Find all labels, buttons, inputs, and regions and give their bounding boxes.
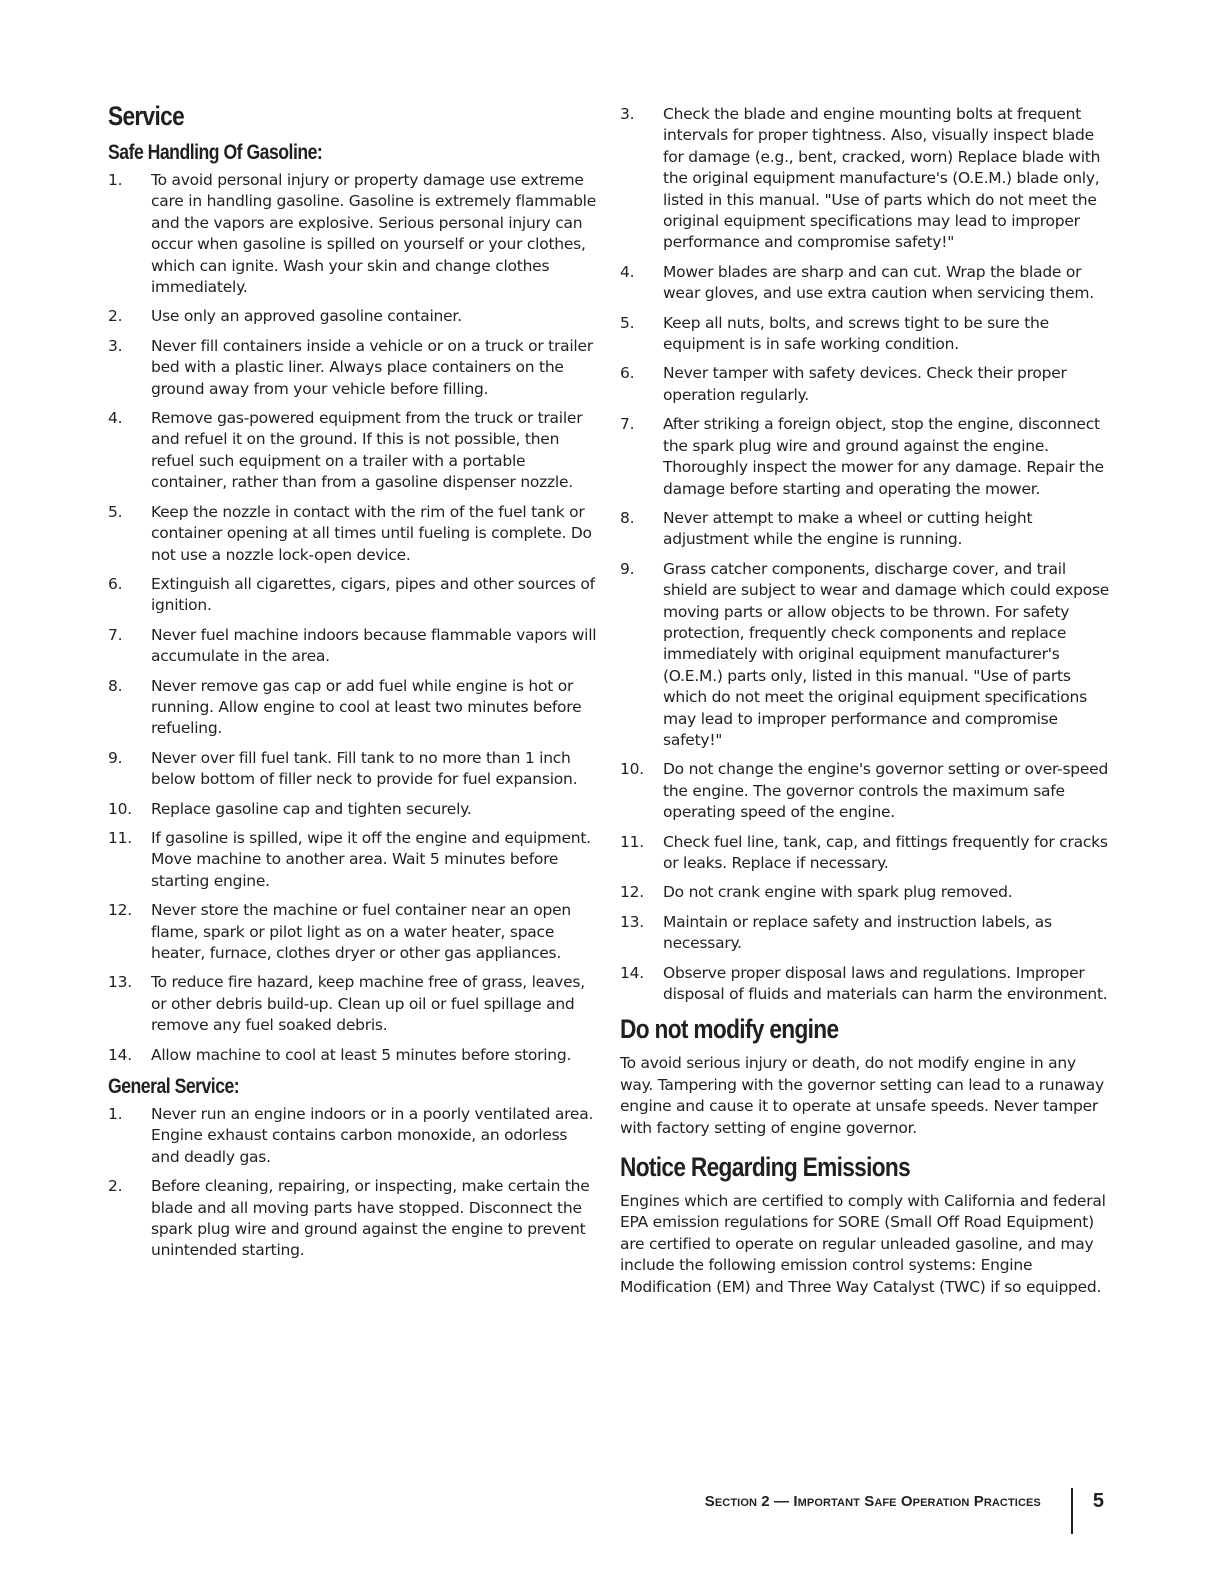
item-text: Mower blades are sharp and can cut. Wrap the blade or wear gloves, and use extra caution when servicing them. xyxy=(663,262,1094,303)
item-number: 10. xyxy=(108,799,132,818)
emissions-heading: Notice Regarding Emissions xyxy=(620,1152,911,1183)
list-item xyxy=(620,912,1112,955)
list-item xyxy=(108,502,598,566)
item-text: To reduce fire hazard, keep machine free of grass, leaves, or other debris build-up. Clean up oil or fuel spillage and remove any fuel soaked debris. xyxy=(151,973,585,1035)
list-item xyxy=(108,625,598,668)
item-number: 7. xyxy=(108,625,123,644)
item-text: Never over fill fuel tank. Fill tank to no more than 1 inch below bottom of filler neck to provide for fuel expansion. xyxy=(151,748,578,789)
list-item xyxy=(108,306,598,327)
item-text: Use only an approved gasoline container. xyxy=(151,307,462,326)
item-text: Extinguish all cigarettes, cigars, pipes and other sources of ignition. xyxy=(151,574,595,615)
list-item xyxy=(108,574,598,617)
item-text: Never run an engine indoors or in a poorly ventilated area. Engine exhaust contains carbon monoxide, an odorless and deadly gas. xyxy=(151,1105,594,1166)
gasoline-list xyxy=(108,170,598,1066)
item-number: 6. xyxy=(620,364,635,383)
item-text: Keep the nozzle in contact with the rim of the fuel tank or container opening at all times until fueling is complete. Do not use a nozzle lock-open device. xyxy=(151,502,592,564)
item-text: If gasoline is spilled, wipe it off the engine and equipment. Move machine to another area. Wait 5 minutes before starting engine. xyxy=(151,828,591,890)
item-number: 9. xyxy=(108,748,123,767)
item-text: Never store the machine or fuel container near an open flame, spark or pilot light as on a water heater, space heater, furnace, clothes dryer or other gas appliances. xyxy=(151,901,571,962)
list-item xyxy=(108,170,598,298)
list-item xyxy=(108,799,598,820)
item-number: 4. xyxy=(108,409,123,428)
item-text: Keep all nuts, bolts, and screws tight to be sure the equipment is in safe working condition. xyxy=(663,313,1049,354)
item-text: To avoid personal injury or property damage use extreme care in handling gasoline. Gasoline is extremely flammable and the vapors are explosive. Serious personal injury can occur when gasoline is spilled on yourself or your clothes, which can ignite. Wash your skin and change clothes immediately. xyxy=(151,171,597,297)
list-item xyxy=(620,313,1112,356)
service-heading: Service xyxy=(108,101,185,131)
item-text: Remove gas-powered equipment from the truck or trailer and refuel it on the ground. If this is not possible, then refuel such equipment on a trailer with a portable container, rather than from a gasoline dispenser nozzle. xyxy=(151,409,583,492)
item-text: Do not crank engine with spark plug removed. xyxy=(663,883,1013,902)
item-text: Grass catcher components, discharge cover, and trail shield are subject to wear and damage which could expose moving parts or allow objects to be thrown. For safety protection, frequently check components and replace immediately with original equipment manufacturer's (O.E.M.) parts only, listed in this manual. "Use of parts which do not meet the original equipment specifications may lead to improper performance and compromise safety!" xyxy=(663,559,1110,749)
item-number: 12. xyxy=(108,901,132,920)
list-item xyxy=(620,559,1112,752)
list-item xyxy=(620,262,1112,305)
item-number: 10. xyxy=(620,760,644,779)
list-item xyxy=(620,963,1112,1006)
right-column xyxy=(620,104,1112,1310)
general-service-subheading: General Service: xyxy=(108,1075,240,1099)
list-item xyxy=(108,408,598,494)
list-item xyxy=(108,828,598,892)
item-text: Never fuel machine indoors because flammable vapors will accumulate in the area. xyxy=(151,625,597,666)
list-item xyxy=(620,508,1112,551)
item-number: 8. xyxy=(620,508,635,527)
item-text: Replace gasoline cap and tighten securely. xyxy=(151,799,472,818)
list-item xyxy=(620,759,1112,823)
item-text: Check fuel line, tank, cap, and fittings frequently for cracks or leaks. Replace if necessary. xyxy=(663,832,1108,872)
modify-engine-text: To avoid serious injury or death, do not modify engine in any way. Tampering with the governor setting can lead to a runaway engine and cause it to operate at unsafe speeds. Never tamper with factory setting of engine governor. xyxy=(620,1054,1104,1137)
item-number: 13. xyxy=(620,912,644,931)
item-number: 5. xyxy=(620,313,635,332)
item-number: 2. xyxy=(108,307,123,326)
left-column xyxy=(108,100,598,1270)
item-number: 3. xyxy=(620,105,635,123)
list-item xyxy=(620,104,1112,254)
list-item xyxy=(108,1104,598,1168)
item-number: 12. xyxy=(620,883,644,902)
general-service-list-part1 xyxy=(108,1104,598,1262)
item-text: Never remove gas cap or add fuel while engine is hot or running. Allow engine to cool at least two minutes before refueling. xyxy=(151,676,582,738)
list-item xyxy=(620,832,1112,875)
item-number: 2. xyxy=(108,1177,123,1196)
item-text: Never attempt to make a wheel or cutting height adjustment while the engine is running. xyxy=(663,508,1033,549)
item-number: 13. xyxy=(108,973,132,992)
page-number: 5 xyxy=(1092,1489,1104,1512)
item-number: 14. xyxy=(620,963,644,982)
item-text: After striking a foreign object, stop the engine, disconnect the spark plug wire and ground against the engine. Thoroughly inspect the mower for any damage. Repair the damage before starting and operating the mower. xyxy=(663,415,1104,498)
item-text: Observe proper disposal laws and regulations. Improper disposal of fluids and materials can harm the environment. xyxy=(663,963,1108,1004)
gasoline-subheading: Safe Handling Of Gasoline: xyxy=(108,141,323,164)
list-item xyxy=(108,972,598,1036)
item-number: 1. xyxy=(108,171,123,189)
item-number: 7. xyxy=(620,415,635,434)
item-number: 4. xyxy=(620,262,635,281)
item-text: Check the blade and engine mounting bolts at frequent intervals for proper tightness. Also, visually inspect blade for damage (e.g., bent, cracked, worn) Replace blade with the original equipment manufacture's (O.E.M.) blade only, listed in this manual. "Use of parts which do not meet the original equipment specifications may lead to improper performance and compromise safety!" xyxy=(663,105,1101,252)
footer-divider xyxy=(1071,1488,1073,1534)
item-number: 8. xyxy=(108,676,123,695)
item-number: 1. xyxy=(108,1105,123,1124)
footer-section-title: Section 2 — Important Safe Operation Practices xyxy=(704,1492,1041,1510)
item-text: Before cleaning, repairing, or inspecting, make certain the blade and all moving parts have stopped. Disconnect the spark plug wire and ground against the engine to prevent unintended starting. xyxy=(151,1177,590,1260)
item-text: Never fill containers inside a vehicle or on a truck or trailer bed with a plastic liner. Always place containers on the ground away from your vehicle before filling. xyxy=(151,336,593,398)
item-text: Never tamper with safety devices. Check their proper operation regularly. xyxy=(663,364,1067,404)
list-item xyxy=(108,676,598,740)
item-number: 3. xyxy=(108,336,123,355)
list-item xyxy=(620,414,1112,500)
item-text: Maintain or replace safety and instruction labels, as necessary. xyxy=(663,912,1052,953)
list-item xyxy=(108,900,598,964)
item-text: Allow machine to cool at least 5 minutes before storing. xyxy=(151,1045,572,1064)
item-text: Do not change the engine's governor setting or over-speed the engine. The governor controls the maximum safe operating speed of the engine. xyxy=(663,760,1109,822)
list-item xyxy=(108,1045,598,1066)
item-number: 6. xyxy=(108,574,123,593)
item-number: 5. xyxy=(108,502,123,521)
list-item xyxy=(108,336,598,400)
item-number: 9. xyxy=(620,559,635,578)
emissions-text: Engines which are certified to comply with California and federal EPA emission regulations for SORE (Small Off Road Equipment) are certified to operate on regular unleaded gasoline, and may include the following emission control systems: Engine Modification (EM) and Three Way Catalyst (TWC) if so equipped. xyxy=(620,1192,1106,1296)
list-item xyxy=(620,882,1112,903)
item-number: 11. xyxy=(108,828,132,847)
list-item xyxy=(108,1176,598,1262)
item-number: 11. xyxy=(620,832,644,851)
modify-engine-heading: Do not modify engine xyxy=(620,1014,839,1045)
list-item xyxy=(620,363,1112,406)
list-item xyxy=(108,748,598,791)
item-number: 14. xyxy=(108,1045,132,1064)
general-service-list-part2 xyxy=(620,104,1112,1005)
page-footer xyxy=(620,1478,1104,1524)
